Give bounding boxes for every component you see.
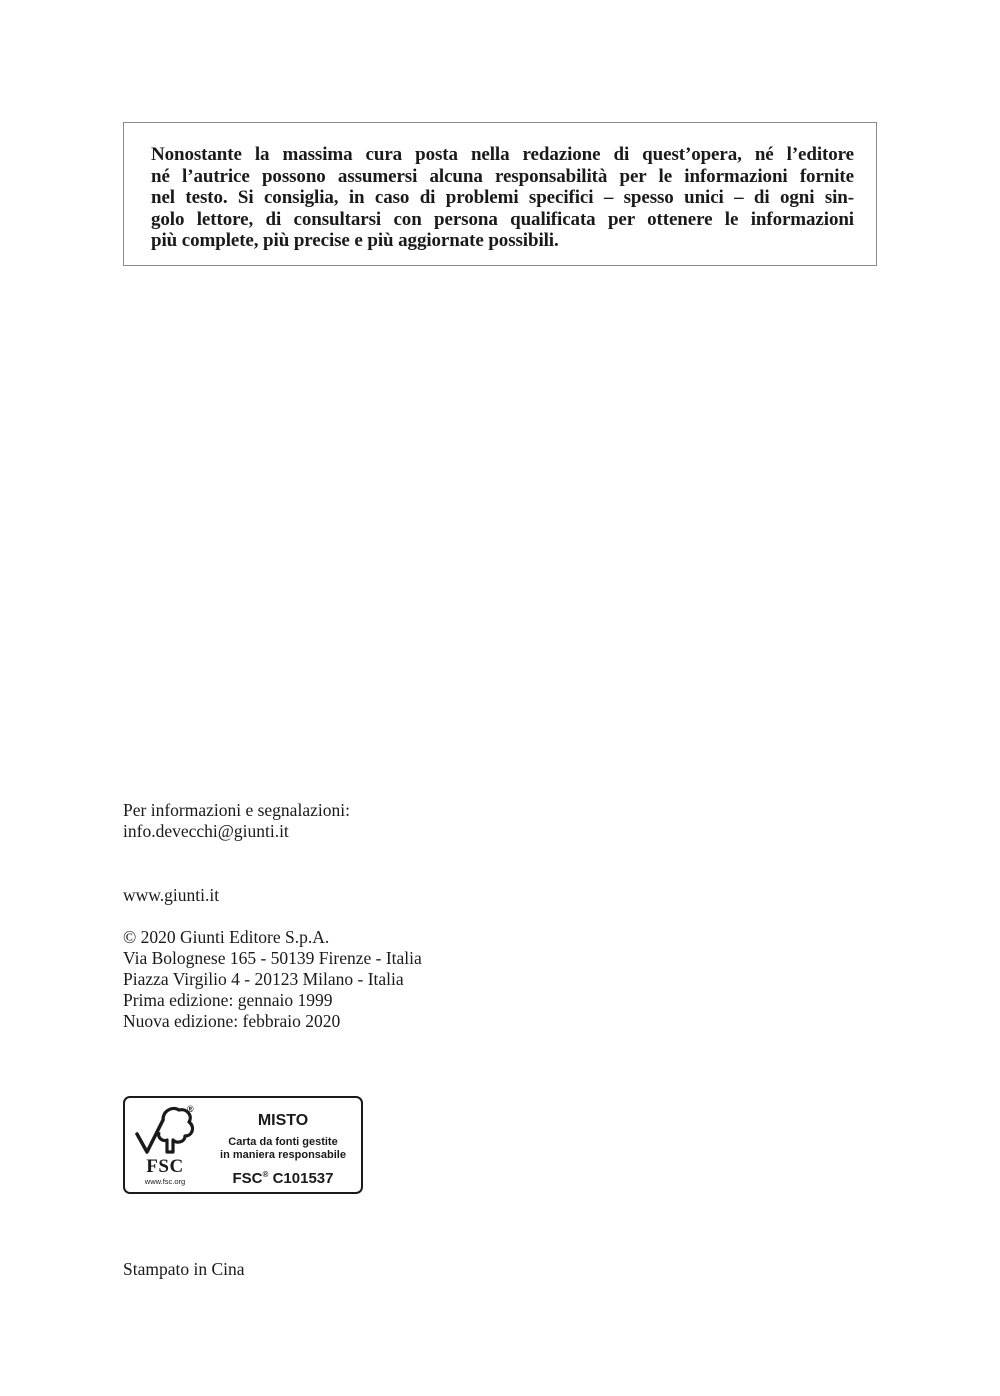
new-edition: Nuova edizione: febbraio 2020 <box>123 1011 341 1031</box>
printed-block <box>123 1259 245 1280</box>
contact-block <box>123 800 350 842</box>
fsc-description <box>207 1136 359 1162</box>
disclaimer-line: né l’autrice possono assumersi alcuna responsabilità per le informazioni fornite <box>151 165 854 187</box>
fsc-certification-label <box>123 1096 363 1194</box>
fsc-abbreviation: FSC <box>146 1156 184 1177</box>
fsc-title: MISTO <box>257 1112 309 1129</box>
first-edition: Prima edizione: gennaio 1999 <box>123 990 333 1010</box>
address-florence: Via Bolognese 165 - 50139 Firenze - Italia <box>123 948 422 968</box>
disclaimer-text <box>151 144 854 252</box>
fsc-code-registered: ® <box>262 1170 269 1179</box>
fsc-code-prefix: FSC <box>232 1170 263 1187</box>
disclaimer-box <box>123 122 877 266</box>
contact-label: Per informazioni e segnalazioni: <box>123 800 350 820</box>
disclaimer-line: più complete, più precise e più aggiornate possibili. <box>151 230 559 251</box>
disclaimer-line: Nonostante la massima cura posta nella redazione di quest’opera, né l’editore <box>151 144 854 165</box>
disclaimer-line: nel testo. Si consiglia, in caso di problemi specifici – spesso unici – di ogni sin- <box>151 187 854 208</box>
publisher-block <box>123 927 422 1032</box>
fsc-license-code <box>207 1170 359 1187</box>
contact-email[interactable]: info.devecchi@giunti.it <box>123 821 289 841</box>
fsc-code-number: C101537 <box>272 1170 334 1187</box>
printed-in: Stampato in Cina <box>123 1259 245 1279</box>
disclaimer-line: golo lettore, di consultarsi con persona qualificata per ottenere le informazioni <box>151 208 854 230</box>
fsc-url: www.fsc.org <box>144 1177 186 1186</box>
fsc-desc-line: in maniera responsabile <box>220 1149 346 1161</box>
address-milan: Piazza Virgilio 4 - 20123 Milano - Italia <box>123 969 404 989</box>
copyright-line: © 2020 Giunti Editore S.p.A. <box>123 927 330 947</box>
fsc-desc-line: Carta da fonti gestite <box>228 1136 338 1148</box>
website-block <box>123 885 219 906</box>
website-link[interactable]: www.giunti.it <box>123 885 220 905</box>
fsc-registered-mark: ® <box>187 1104 194 1114</box>
